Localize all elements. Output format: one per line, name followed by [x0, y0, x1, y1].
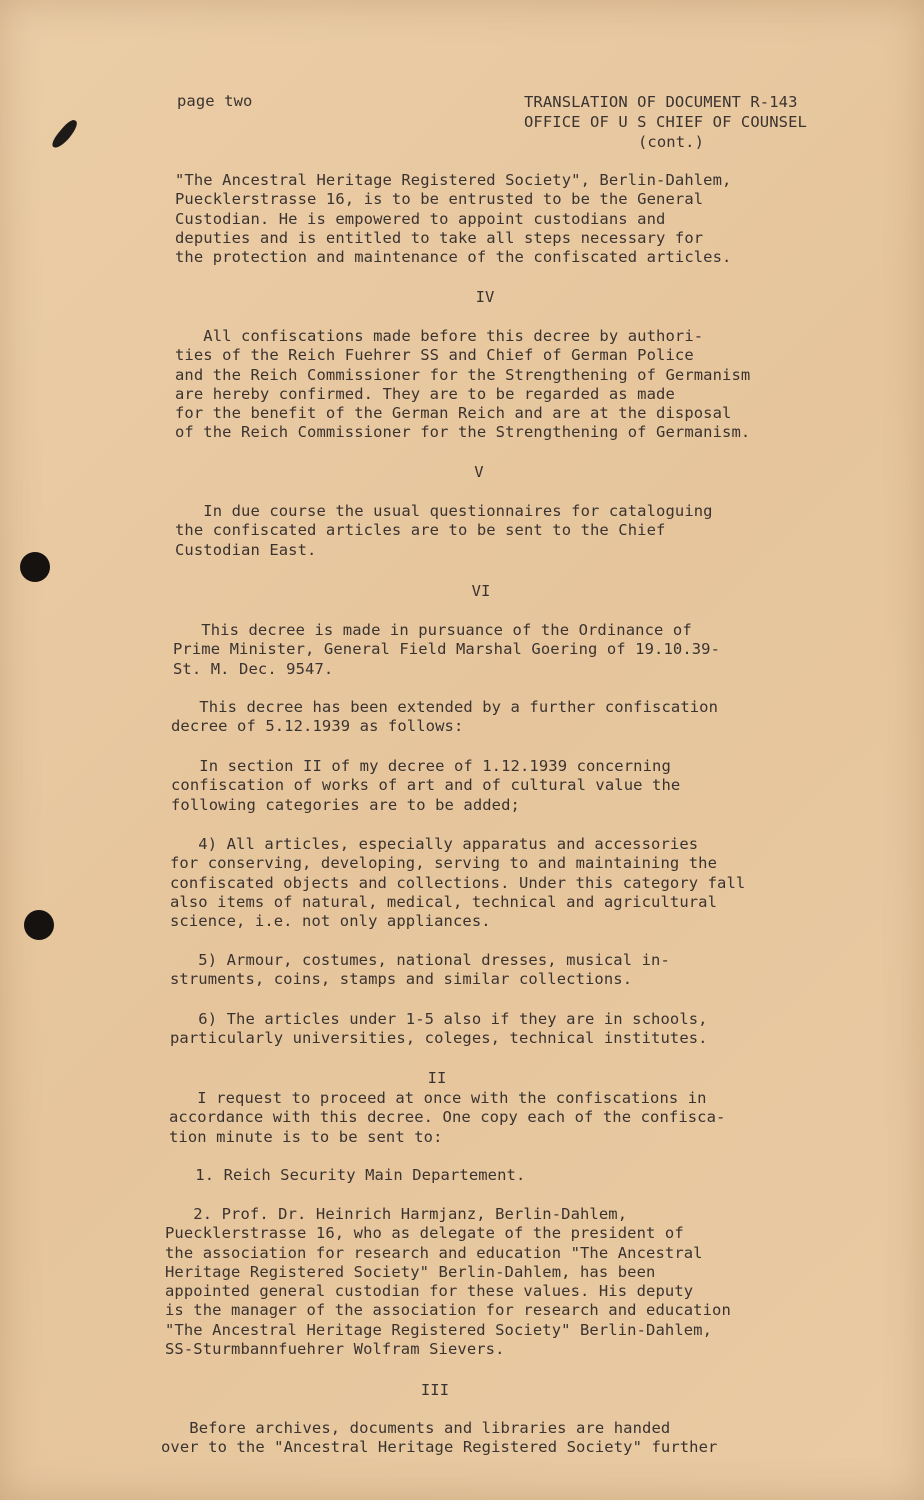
punch-hole-top	[20, 552, 50, 582]
paragraph-custodian: "The Ancestral Heritage Registered Society", Berlin-Dahlem, Puecklerstrasse 16, is to be entrusted to be the General Custodian. He is empowered to appoint custodians and deputies and is entitled to take all steps necessary for the protection and maintenance of the confiscated articles.	[175, 171, 732, 267]
paragraph-questionnaires: In due course the usual questionnaires for cataloguing the confiscated articles are to be sent to the Chief Custodian East.	[175, 502, 713, 559]
recipient-2: 2. Prof. Dr. Heinrich Harmjanz, Berlin-Dahlem, Puecklerstrasse 16, who as delegate of the president of the association for research and education "The Ancestral Heritage Registered Society" Berlin-Dahlem, has been appointed general custodian for these values. His deputy is the manager of the association for research and education "The Ancestral Heritage Registered Society" Berlin-Dahlem, SS-Sturmbannfuehrer Wolfram Sievers.	[165, 1205, 731, 1359]
list-item-5: 5) Armour, costumes, national dresses, musical in- struments, coins, stamps and similar collections.	[170, 951, 670, 989]
paragraph-archives: Before archives, documents and libraries are handed over to the "Ancestral Heritage Registered Society" further	[161, 1419, 718, 1457]
document-title-cont: (cont.)	[638, 133, 705, 151]
paragraph-ordinance: This decree is made in pursuance of the Ordinance of Prime Minister, General Field Marshal Goering of 19.10.39- St. M. Dec. 9547.	[173, 621, 721, 678]
punch-hole-bottom	[24, 910, 54, 940]
document-title-line1: TRANSLATION OF DOCUMENT R-143	[524, 93, 798, 111]
paragraph-extended-decree: This decree has been extended by a further confiscation decree of 5.12.1939 as follows:	[171, 698, 719, 736]
list-item-4: 4) All articles, especially apparatus and accessories for conserving, developing, serving to and maintaining the confiscated objects and collections. Under this category fall also items of natural, medical, technical and agricultural science, i.e. not only appliances.	[170, 835, 746, 931]
section-heading-vi: VI	[471, 582, 491, 600]
paragraph-section-ii: In section II of my decree of 1.12.1939 concerning confiscation of works of art and of cultural value the following categories are to be added;	[171, 757, 681, 814]
document-title-line2: OFFICE OF U S CHIEF OF COUNSEL	[524, 113, 807, 131]
section-heading-ii: II	[427, 1069, 447, 1087]
section-heading-iv: IV	[475, 288, 495, 306]
paragraph-request: I request to proceed at once with the confiscations in accordance with this decree. One copy each of the confisca- tion minute is to be sent to:	[169, 1089, 726, 1146]
section-heading-iii: III	[420, 1381, 450, 1399]
page-label: page two	[177, 92, 253, 110]
list-item-6: 6) The articles under 1-5 also if they are in schools, particularly universities, coleges, technical institutes.	[170, 1010, 708, 1048]
section-heading-v: V	[474, 463, 484, 481]
ink-mark	[49, 118, 82, 149]
paragraph-confiscations: All confiscations made before this decree by authori- ties of the Reich Fuehrer SS and Chief of German Police and the Reich Commissioner for the Strengthening of Germanism are hereby confirmed. They are to be regarded as made for the benefit of the German Reich and are at the disposal of the Reich Commissioner for the Strengthening of Germanism.	[175, 327, 751, 442]
recipient-1: 1. Reich Security Main Departement.	[167, 1166, 526, 1184]
